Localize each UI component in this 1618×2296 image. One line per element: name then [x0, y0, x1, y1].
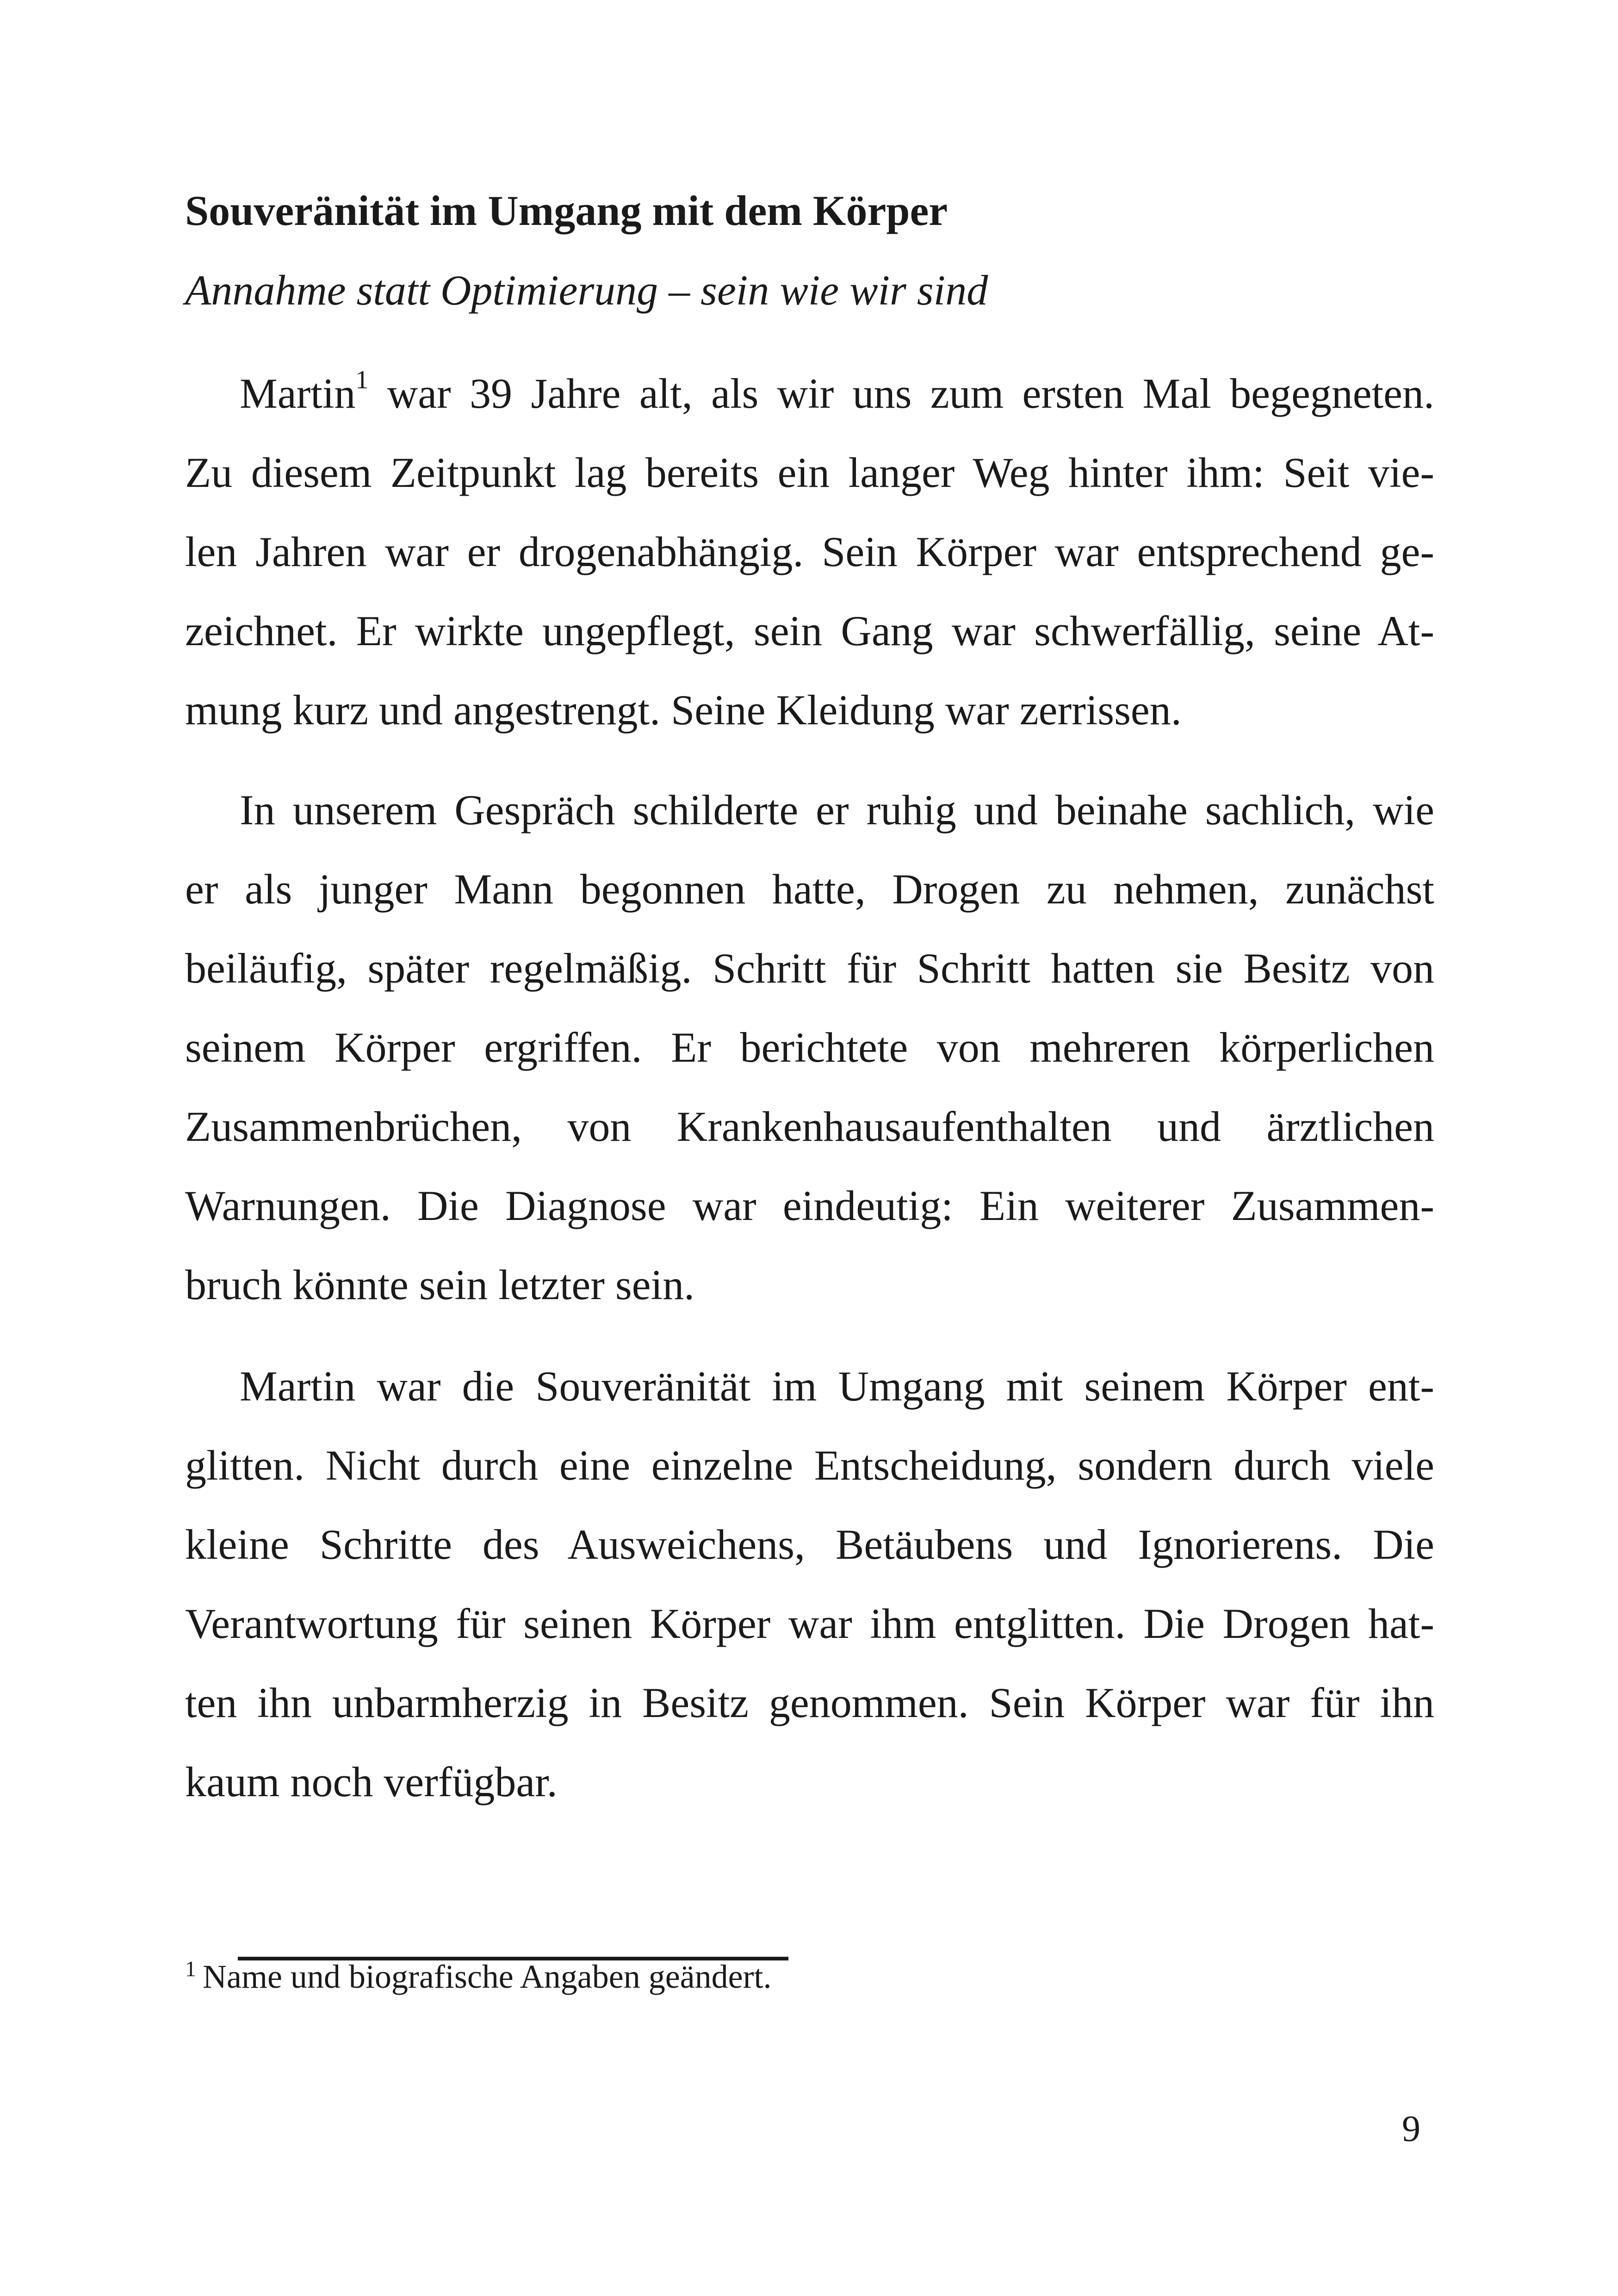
paragraph-line: Warnungen. Die Diagnose war eindeutig: Ein weiterer Zusammen-	[185, 1182, 1434, 1229]
paragraph-line: bruch könnte sein letzter sein.	[185, 1261, 695, 1308]
paragraph-line: glitten. Nicht durch eine einzelne Entscheidung, sondern durch viele	[185, 1442, 1434, 1489]
paragraph-line: Zusammenbrüchen, von Krankenhausaufenthalten und ärztlichen	[185, 1103, 1434, 1150]
footnote	[185, 1957, 772, 1997]
paragraph-1	[185, 354, 1434, 750]
footnote-text: Name und biografische Angaben geändert.	[203, 1958, 772, 1995]
paragraph-line	[185, 354, 1434, 433]
section-subheading: Annahme statt Optimierung – sein wie wir sind	[185, 267, 988, 314]
paragraph-line: kleine Schritte des Ausweichens, Betäubens und Ignorierens. Die	[185, 1521, 1434, 1568]
paragraph-line: zeichnet. Er wirkte ungepflegt, sein Gang war schwerfällig, seine At-	[185, 607, 1434, 654]
paragraph-line: kaum noch verfügbar.	[185, 1758, 558, 1805]
paragraph-line: In unserem Gespräch schilderte er ruhig und beinahe sachlich, wie	[240, 786, 1434, 834]
paragraph-line: Verantwortung für seinen Körper war ihm entglitten. Die Drogen hat-	[185, 1600, 1434, 1647]
paragraph-text: war 39 Jahre alt, als wir uns zum ersten Mal begegneten.	[368, 370, 1434, 417]
section-heading: Souveränität im Umgang mit dem Körper	[185, 187, 948, 234]
paragraph-line: Martin war die Souveränität im Umgang mit seinem Körper ent-	[240, 1363, 1434, 1410]
paragraph-line: ten ihn unbarmherzig in Besitz genommen. Sein Körper war für ihn	[185, 1679, 1434, 1726]
paragraph-text: Martin	[240, 370, 356, 417]
paragraph-line: seinem Körper ergriffen. Er berichtete von mehreren körperlichen	[185, 1024, 1434, 1071]
page-content	[185, 185, 1434, 1805]
paragraph-line: len Jahren war er drogenabhängig. Sein Körper war entsprechend ge-	[185, 528, 1434, 575]
footnote-reference: 1	[355, 366, 369, 395]
page-number: 9	[1402, 2109, 1420, 2149]
paragraph-3	[185, 1347, 1434, 1822]
paragraph-line: Zu diesem Zeitpunkt lag bereits ein langer Weg hinter ihm: Seit vie-	[185, 449, 1434, 496]
paragraph-line: mung kurz und angestrengt. Seine Kleidung war zerrissen.	[185, 686, 1182, 734]
paragraph-2	[185, 771, 1434, 1325]
footnote-marker: 1	[185, 1957, 196, 1981]
paragraph-line: beiläufig, später regelmäßig. Schritt für Schritt hatten sie Besitz von	[185, 945, 1434, 992]
paragraph-line: er als junger Mann begonnen hatte, Drogen zu nehmen, zunächst	[185, 865, 1434, 913]
